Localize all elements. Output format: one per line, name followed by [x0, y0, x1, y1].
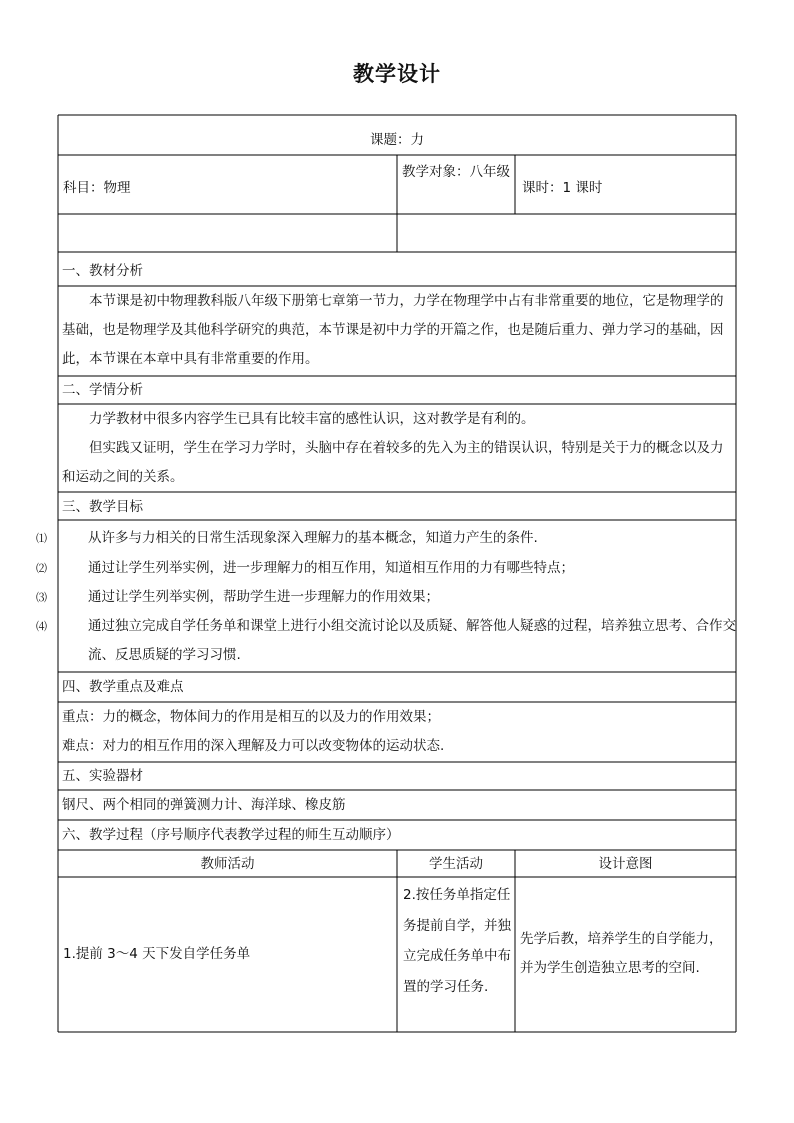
objective-text: 从许多与力相关的日常生活现象深入理解力的基本概念，知道力产生的条件. — [88, 530, 538, 546]
subject-label: 科目：物理 — [63, 180, 131, 196]
section-heading-student-analysis: 二、学情分析 — [62, 382, 143, 398]
column-header-intent: 设计意图 — [598, 856, 653, 872]
textbook-analysis-text: 本节课是初中物理教科版八年级下册第七章第一节力，力学在物理学中占有非常重要的地位，它是物理学的基础，也是物理学及其他科学研究的典范，本节课是初中力学的开篇之作，也是随后重力、弹力学习的基础，因此，本节课在本章中具有非常重要的作用。 — [62, 293, 724, 367]
key-point-text: 重点：力的概念，物体间力的作用是相互的以及力的作用效果； — [62, 709, 440, 725]
section-heading-process: 六、教学过程（序号顺序代表教学过程的师生互动顺序） — [62, 827, 400, 843]
section-heading-textbook-analysis: 一、教材分析 — [62, 263, 143, 279]
objective-item — [36, 583, 760, 612]
student-analysis-p1: 力学教材中很多内容学生已具有比较丰富的感性认识，这对教学是有利的。 — [89, 411, 535, 427]
section-heading-key-points: 四、教学重点及难点 — [62, 679, 184, 695]
objective-number: ⑷ — [36, 620, 47, 633]
section-heading-equipment: 五、实验器材 — [62, 768, 143, 784]
objective-text: 通过让学生列举实例，进一步理解力的相互作用，知道相互作用的力有哪些特点； — [88, 560, 574, 576]
student-analysis-p2: 但实践又证明，学生在学习力学时，头脑中存在着较多的先入为主的错误认识，特别是关于力的概念以及力和运动之间的关系。 — [62, 440, 724, 485]
document-title: 教学设计 — [353, 62, 441, 86]
objective-text: 通过独立完成自学任务单和课堂上进行小组交流讨论以及质疑、解答他人疑惑的过程，培养独立思考、合作交流、反思质疑的学习习惯. — [88, 618, 736, 663]
audience-label: 教学对象：八年级 — [402, 164, 510, 180]
objective-text: 通过让学生列举实例，帮助学生进一步理解力的作用效果； — [88, 589, 439, 605]
process-student-activity: 2.按任务单指定任务提前自学，并独立完成任务单中布置的学习任务. — [403, 887, 511, 995]
difficulty-text: 难点：对力的相互作用的深入理解及力可以改变物体的运动状态. — [62, 738, 445, 754]
objective-item — [36, 524, 760, 553]
objective-number: ⑴ — [36, 532, 47, 545]
objective-item — [36, 612, 760, 670]
column-header-student: 学生活动 — [429, 856, 483, 872]
objective-number: ⑵ — [36, 562, 47, 575]
objective-number: ⑶ — [36, 591, 47, 604]
objective-item — [36, 554, 760, 583]
equipment-text: 钢尺、两个相同的弹簧测力计、海洋球、橡皮筋 — [62, 797, 346, 813]
process-design-intent: 先学后教，培养学生的自学能力，并为学生创造独立思考的空间. — [520, 931, 723, 976]
section-heading-objectives: 三、教学目标 — [62, 499, 143, 515]
process-teacher-activity: 1.提前 3～4 天下发自学任务单 — [63, 946, 251, 962]
lesson-topic: 课题：力 — [370, 132, 424, 148]
column-header-teacher: 教师活动 — [200, 856, 255, 872]
duration-label: 课时：1 课时 — [522, 180, 603, 196]
